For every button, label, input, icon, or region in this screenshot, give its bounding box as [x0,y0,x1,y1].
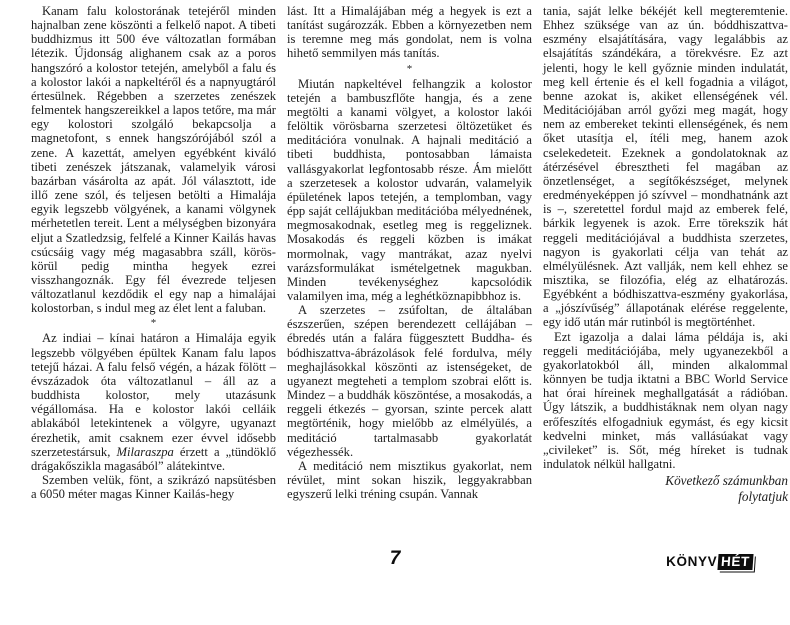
continuation-note-line2: folytatjuk [738,488,788,504]
text-column-2 [287,4,532,504]
article-body [31,4,788,504]
continuation-note-line1: Következő számunkban [665,473,788,489]
paragraph: Szemben velük, fönt, a szikrázó napsütésben a 6050 méter magas Kinner Kailás-hegy [31,473,276,502]
text-column-1 [31,4,276,504]
paragraph: Kanam falu kolostorának tetejéről minden hajnalban zene köszönti a felkelő napot. A tibeti buddhizmus itt 500 éve változatlan formában létezik. Újdonság alighanem csak az a poros hangszóró a kolostor tetején, amelyből a falu és a kolostor lakói a napkeltéről és a napnyugtáról értesülnek. Régebben a szerzetes zenészek felmentek hangszereikkel a lapos tetőre, ma már egy kolostori szolgáló bekapcsolja a magnetofont, s ennek hangszórójából szól a zene. A kazettát, amelyen egyébként kiváló tibeti zenészek játszanak, valamelyik városi bazárban vásárolta az apát. Jól választott, ide illő zene szól, és teljesen betölti a Himalája egyik legszebb völgyének, a kanami völgynek mérhetetlen tereit. Lent a mélységben bizonyára eljut a Szatledzsig, felfelé a Kinner Kailás havas csúcsáig vagy még magasabbra száll, körös-körül pedig mintha hegyek ezrei visszhangoznák. Egy fél évezrede teljesen változatlanul kezdődik el egy nap a himalájai kolostorban, s indul meg az élet lent a faluban. [31,4,276,316]
paragraph: Miután napkeltével felhangzik a kolostor tetején a bambuszflőte hangja, és a zene megtölti a kanami völgyet, a kolostor lakói felöltik vörösbarna szerzetesi öltözetüket és meditációra vonulnak. A hajnali meditáció a tibeti buddhista, pontosabban lámaista vallásgyakorlat legfontosabb része. Ám mielőtt a szerzetesek a kolostor udvarán, valamelyik épületének lapos tetején, a templomban, vagy épp saját cellájukban meditációba mélyednének, megmosakodnak, esetleg meg is reggeliznek. Mosakodás és reggeli közben is imákat mormolnak, vagy mantrákat, azaz nyelvi varázsformulákat ismételgetnek magukban. Minden tevékenységhez kapcsolódik valamilyen ima, még a leghétköznapibbhoz is. [287,76,532,303]
paragraph-continuation: lást. Itt a Himalájában még a hegyek is ezt a tanítást sugározzák. Ebben a környezetben nem is teremne meg más gondolat, nem is volna hihető semmilyen más tanítás. [287,4,532,61]
paragraph-text: érzett a „tündöklő drágakőszikla magasából” alátekintve. [31,444,276,473]
paragraph: Ezt igazolja a dalai láma példája is, aki reggeli meditációjába, mely ugyanezekből a gyakorlatokból áll, minden alkalommal könnyen be tudja iktatni a BBC World Service hat órai híreinek meghallgatását a rádióban. Úgy látszik, a buddhistáknak nem olyan nagy erőfeszítés elfogadniuk egymást, és egy kicsit kedvelni minket, más vallásúakat vagy „civileket” is. Sőt, még híreket is tudnak indulatok nélkül hallgatni. [543,329,788,471]
asterisk-separator: * [406,62,413,75]
paragraph [31,331,276,473]
logo-text-boxed: HÉT [718,554,754,570]
paragraph-text: Az indiai – kínai határon a Himalája egyik legszebb völgyében épültek Kanam falu lapos tetejű házai. A falu felső végén, a házak fölött – évszázadok óta változatlanul – áll az a buddhista kolostor, mely utazásunk végállomása. Ha e kolostor lakói celláik ablakából letekintenek a völgyre, ugyanazt érezhetik, amit csaknem ezer évvel idősebb szerzetestársuk, [31,331,276,459]
asterisk-separator: * [150,317,157,330]
text-column-3 [543,4,788,504]
konyvhet-logo [666,554,753,570]
page-number: 7 [389,548,401,569]
continuation-note [543,473,788,504]
logo-text-plain: KÖNYV [666,554,718,569]
paragraph: A meditáció nem misztikus gyakorlat, nem révület, mint sokan hiszik, leggyakrabban egyszerű lelki tréning csupán. Vannak [287,458,532,502]
milaraszpa-italic-name: Milaraszpa [116,444,174,459]
paragraph-continuation: tania, saját lelke békéjét kell megteremtenie. Ehhez szüksége van az ún. bóddhiszattva-eszmény elsajátítására, vagy legalábbis az elsajátítás szándékára, a törekvésre. Ez azt jelenti, hogy le kell győznie minden indulatát, meg kell értenie és el kell fogadnia a világot, benne azokat is, akiket ellenségének vél. Meditációjában arról győzi meg magát, hogy nem az embereket tekinti ellenségének, és nem őket utasítja el, ítéli meg, hanem azok cselekedeteit. Ezeknek a gondolatoknak az átérzésével ébresztheti fel magában az önzetlenséget, a segítőkészséget, melynek eredményeképpen jó szívvel – mondhatnánk azt is –, szeretettel fordul majd az emberek felé, bárkik legyenek is azok. Erre törekszik hát reggeli meditációjával a buddhista szerzetes, nagyon is gyakorlati célja van tehát az elmélyülésnek. Azt vallják, nem kell ehhez se misztika, se filozófia, elég az elhatározás. Egyébként a bódhiszattva-eszmény gyakorlása, a „jószívűség” állapotának elérése reggelente, egy idő után már rutinból is megtörténhet. [543,4,788,330]
paragraph: A szerzetes – zsúfoltan, de általában észszerűen, szépen berendezett cellájában – ébredés után a falára függesztett Buddha- és bódhiszattva-ábrázolások felé fordulva, mély meghajlásokkal köszönti az istenségeket, de ugyanezt megteheti a templom szobrai előtt is. Mindez – a buddhák köszöntése, a mosakodás, a reggeli étkezés – gyorsan, szinte percek alatt megtörténik, hogy mielőbb az elmélyülés, a meditáció tartalmasabb gyakorlatát végezhessék. [287,303,532,459]
